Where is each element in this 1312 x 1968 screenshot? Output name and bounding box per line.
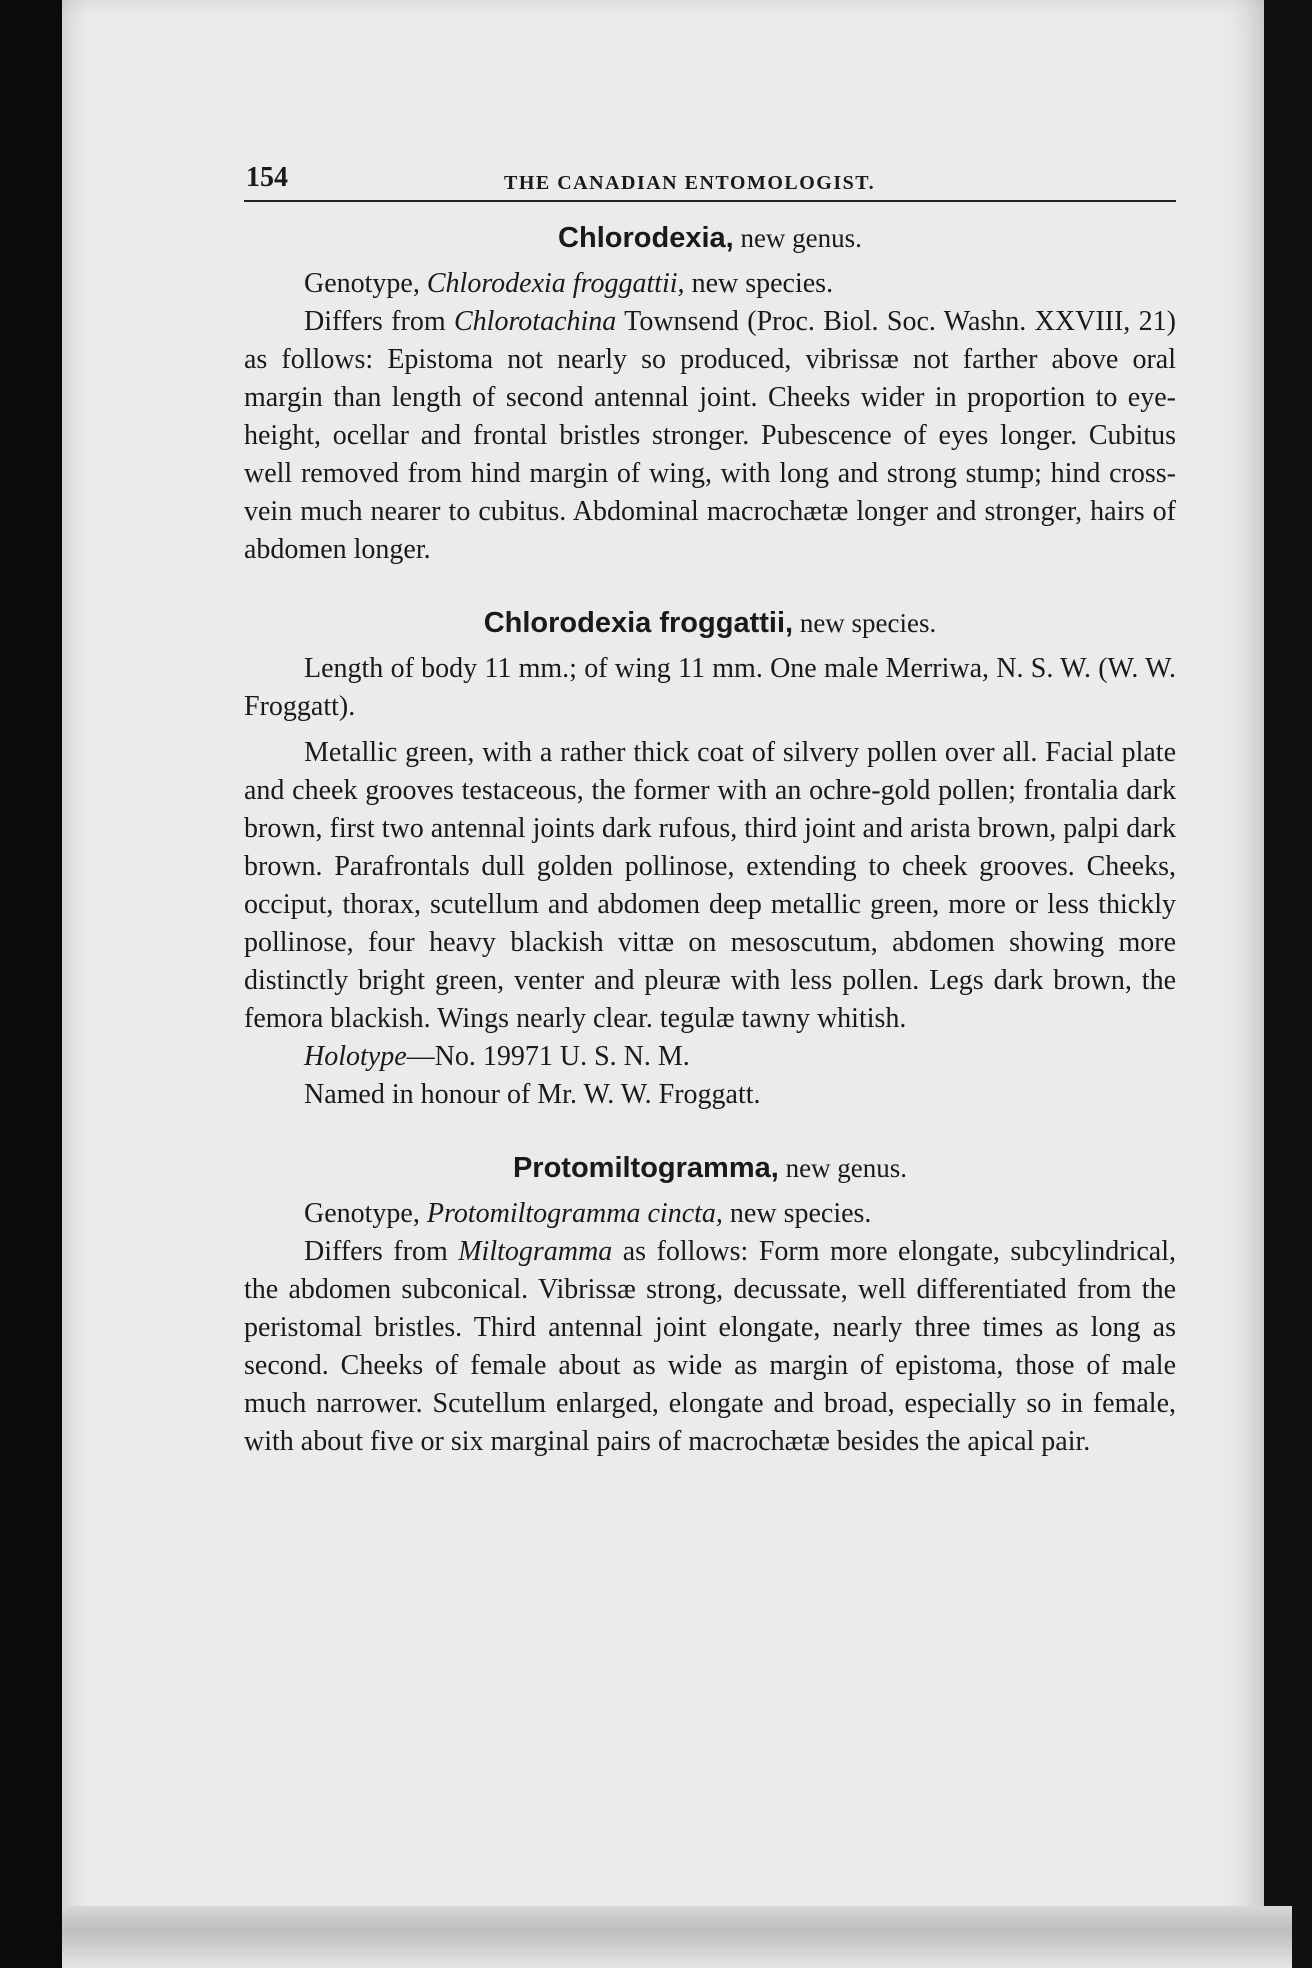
heading-rest: new genus. xyxy=(778,1153,908,1183)
text: new species. xyxy=(722,1198,872,1229)
differs-paragraph xyxy=(244,303,1176,569)
section-heading-chlorodexia-froggattii xyxy=(244,607,1176,640)
heading-bold: Protomiltogramma, xyxy=(512,1152,779,1184)
text: Genotype, xyxy=(304,268,427,299)
page-content xyxy=(244,160,1176,1461)
text: Genotype, xyxy=(304,1198,427,1229)
heading-rest: new genus. xyxy=(733,223,862,253)
heading-bold: Chlorodexia, xyxy=(558,222,734,254)
genotype-paragraph xyxy=(244,1195,1176,1233)
text: Townsend (Proc. Biol. Soc. Washn. XXVIII, 21) as follows: Epistoma not nearly so produced, vibrissæ not farther above oral margin than length of second antennal joint. Cheeks wider in proportion to eye-height, ocellar and frontal bristles stronger. Pubescence of eyes longer. Cubitus well removed from hind margin of wing, with long and strong stump; hind cross-vein much nearer to cubitus. Abdominal macrochætæ longer and stronger, hairs of abdomen longer. xyxy=(244,306,1176,565)
length-paragraph: Length of body 11 mm.; of wing 11 mm. One male Merriwa, N. S. W. (W. W. Froggatt). xyxy=(244,653,1176,722)
holotype-label: Holotype xyxy=(304,1041,407,1072)
genotype-name: Chlorodexia froggattii, xyxy=(426,268,685,299)
book-edge-right xyxy=(1264,0,1312,1968)
section-heading-chlorodexia xyxy=(244,222,1176,255)
differs-paragraph xyxy=(244,1233,1176,1461)
holotype-paragraph xyxy=(244,1038,1176,1076)
text: as follows: Form more elongate, subcylindrical, the abdomen subconical. Vibrissæ strong, decussate, well differentiated from the peristomal bristles. Third antennal joint elongate, nearly three times as long as second. Cheeks of female about as wide as margin of epistoma, those of male much narrower. Scutellum enlarged, elongate and broad, especially so in female, with about five or six marginal pairs of macrochætæ besides the apical pair. xyxy=(244,1236,1176,1457)
text: —No. 19971 U. S. N. M. xyxy=(406,1041,690,1072)
heading-bold: Chlorodexia froggattii, xyxy=(483,607,794,639)
page-bottom-edge xyxy=(62,1906,1292,1968)
page-number: 154 xyxy=(246,162,288,193)
description-paragraph: Metallic green, with a rather thick coat of silvery pollen over all. Facial plate and cheek grooves testaceous, the former with an ochre-gold pollen; frontalia dark brown, first two antennal joints dark rufous, third joint and arista brown, palpi dark brown. Parafrontals dull golden pollinose, extending to cheek grooves. Cheeks, occiput, thorax, scutellum and abdomen deep metallic green, more or less thickly pollinose, four heavy blackish vittæ on mesoscutum, abdomen showing more distinctly bright green, venter and pleuræ with less pollen. Legs dark brown, the femora blackish. Wings nearly clear. tegulæ tawny whitish. xyxy=(244,737,1176,1034)
text: Differs from xyxy=(304,1236,459,1267)
genus-name: Miltogramma xyxy=(458,1236,613,1267)
named-paragraph: Named in honour of Mr. W. W. Froggatt. xyxy=(304,1079,761,1110)
genotype-paragraph xyxy=(244,265,1176,303)
genus-name: Chlorotachina xyxy=(453,306,617,337)
text: Differs from xyxy=(304,306,454,337)
text: new species. xyxy=(684,268,834,299)
running-head xyxy=(244,160,1176,202)
genotype-name: Protomiltogramma cincta, xyxy=(426,1198,723,1229)
section-heading-protomiltogramma xyxy=(244,1152,1176,1185)
journal-title: THE CANADIAN ENTOMOLOGIST. xyxy=(504,172,876,194)
heading-rest: new species. xyxy=(793,608,937,638)
